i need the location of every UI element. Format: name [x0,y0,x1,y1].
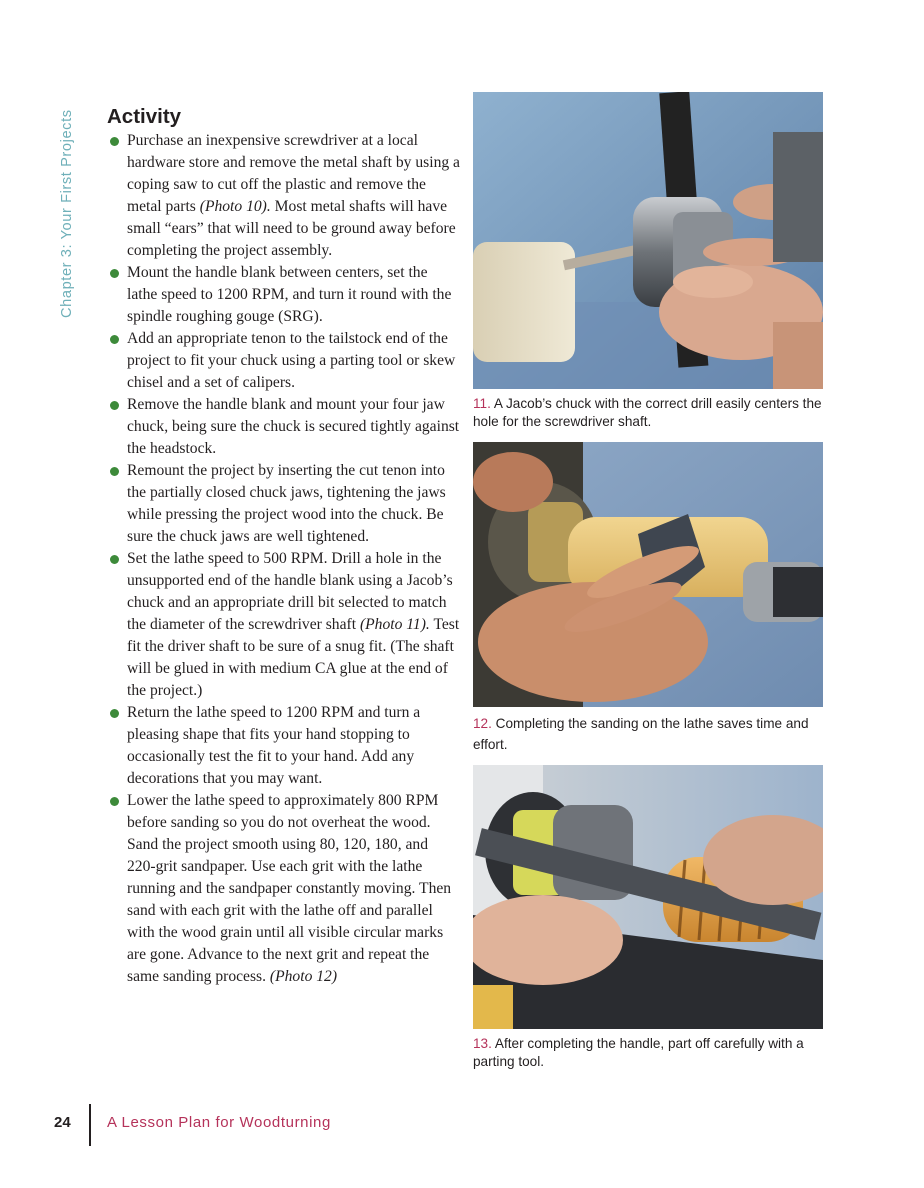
bullet-text: Add an appropriate tenon to the tailstock end of the project to fit your chuck using a parting tool or skew chisel and a set of calipers. [127,330,456,391]
photo-reference: (Photo 12) [269,968,338,985]
activity-bullet [106,702,460,790]
bullet-dot-icon [110,709,119,718]
activity-bullet [106,328,460,394]
book-title: A Lesson Plan for Woodturning [107,1114,331,1131]
activity-section [106,104,460,988]
caption-12 [473,713,823,755]
bullet-text: Remount the project by inserting the cut tenon into the partially closed chuck jaws, tightening the jaws while pressing the project wood into the chuck. Be sure the chuck jaws are well tightened. [127,462,446,545]
photo-13 [473,765,823,1029]
photo-12-image [473,442,823,707]
bullet-text: Return the lathe speed to 1200 RPM and turn a pleasing shape that fits your hand stopping to occasionally test the fit to your hand. Add any decorations that you may want. [127,704,421,787]
chapter-tab [56,92,78,318]
photo-reference: (Photo 10). [199,198,271,215]
page-number: 24 [54,1114,71,1131]
photo-11 [473,92,823,389]
figure-12 [473,442,823,755]
caption-13-number: 13. [473,1036,492,1051]
activity-heading: Activity [107,105,182,128]
caption-11-number: 11. [473,396,491,411]
bullet-dot-icon [110,555,119,564]
bullet-dot-icon [110,797,119,806]
caption-12-text: Completing the sanding on the lathe saves time and effort. [473,716,809,752]
bullet-dot-icon [110,269,119,278]
caption-12-number: 12. [473,716,492,731]
page-footer [0,1104,924,1148]
caption-11-text: A Jacob’s chuck with the correct drill easily centers the hole for the screwdriver shaft. [473,396,822,429]
bullet-dot-icon [110,137,119,146]
bullet-text: Test fit the driver shaft to be sure of a snug fit. (The shaft will be glued in with medium CA glue at the end of the project.) [127,616,460,699]
caption-13-text: After completing the handle, part off carefully with a parting tool. [473,1036,804,1069]
photo-12 [473,442,823,707]
bullet-dot-icon [110,401,119,410]
bullet-text: Most metal shafts will have small “ears” that will need to be ground away before completing the project assembly. [127,198,456,259]
activity-bullet [106,548,460,702]
bullet-text: Purchase an inexpensive screwdriver at a local hardware store and remove the metal shaft by using a coping saw to cut off the plastic and remove the metal parts [127,132,460,215]
activity-bullet [106,130,460,262]
caption-11 [473,395,823,431]
activity-bullet [106,790,460,988]
photo-13-image [473,765,823,1029]
activity-bullet [106,394,460,460]
figure-13 [473,765,823,1071]
photo-reference: (Photo 11). [359,616,430,633]
bullet-dot-icon [110,467,119,476]
bullet-text: Set the lathe speed to 500 RPM. Drill a hole in the unsupported end of the handle blank using a Jacob’s chuck and an appropriate drill bit selected to match the diameter of the screwdriver shaft [127,550,453,633]
caption-13 [473,1035,823,1071]
bullet-dot-icon [110,335,119,344]
photo-11-image [473,92,823,389]
activity-list [106,130,460,988]
bullet-text: Remove the handle blank and mount your four jaw chuck, being sure the chuck is secured tightly against the headstock. [127,396,460,457]
activity-bullet [106,262,460,328]
footer-divider [89,1104,91,1146]
chapter-tab-label: Chapter 3: Your First Projects [59,109,75,318]
activity-bullet [106,460,460,548]
figure-11 [473,92,823,431]
bullet-text: Lower the lathe speed to approximately 800 RPM before sanding so you do not overheat the wood. Sand the project smooth using 80, 120, 180, and 220-grit sandpaper. Use each grit with the lathe running and the sandpaper constantly moving. Then sand with each grit with the lathe off and parallel with the wood grain until all visible circular marks are gone. Advance to the next grit and repeat the same sanding process. [127,792,452,985]
bullet-text: Mount the handle blank between centers, set the lathe speed to 1200 RPM, and turn it round with the spindle roughing gouge (SRG). [127,264,452,325]
